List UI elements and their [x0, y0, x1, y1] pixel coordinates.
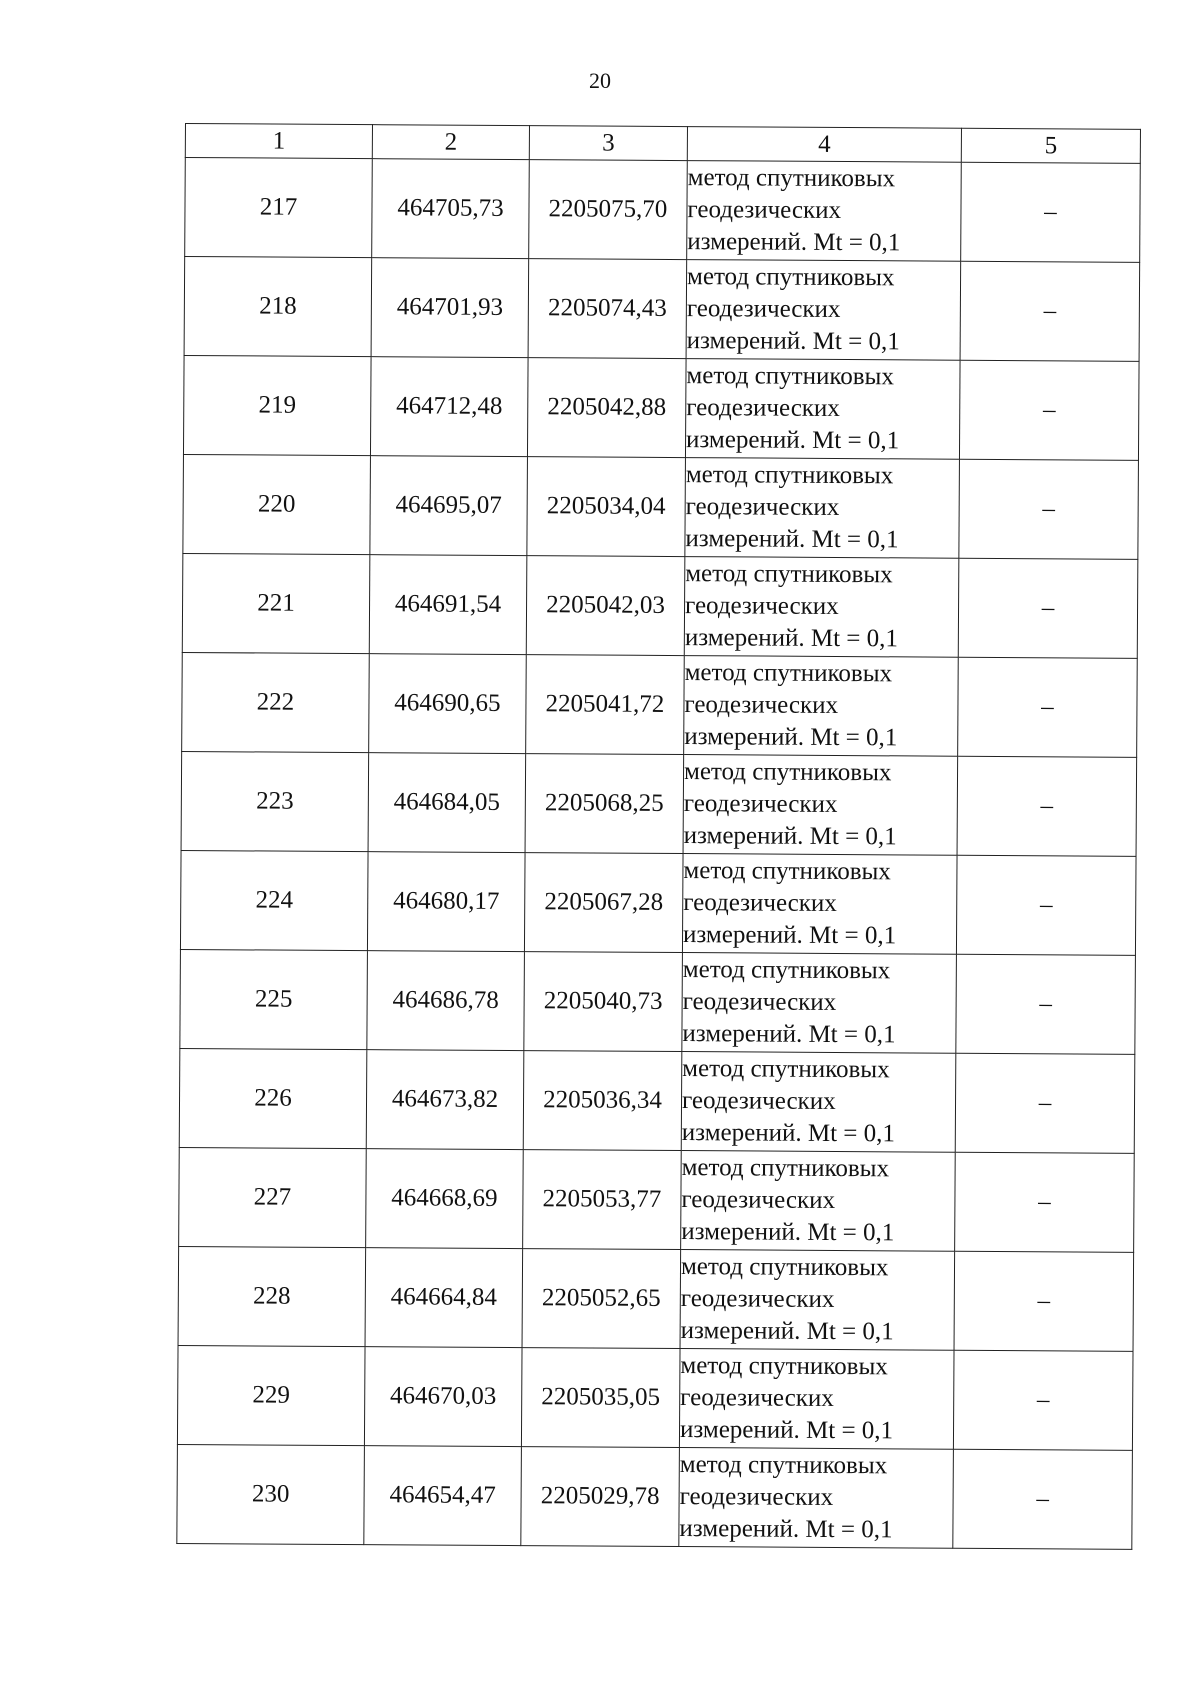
note-cell: – — [958, 558, 1138, 658]
method-cell — [682, 854, 957, 955]
method-line: геодезических — [684, 691, 839, 719]
method-cell — [682, 953, 957, 1054]
method-line: метод спутниковых — [683, 758, 892, 787]
method-cell — [679, 1349, 954, 1450]
point-number-cell: 219 — [183, 355, 371, 455]
y-coordinate-cell: 2205036,34 — [523, 1051, 682, 1151]
method-line: измерений. Mt = 0,1 — [682, 1020, 896, 1049]
column-header-1: 1 — [185, 124, 372, 159]
method-line: геодезических — [683, 790, 838, 818]
note-cell: – — [956, 954, 1136, 1054]
method-line: метод спутниковых — [685, 560, 893, 589]
point-number-cell: 223 — [181, 751, 369, 851]
method-line: измерений. Mt = 0,1 — [680, 1317, 894, 1346]
table-row — [179, 1048, 1135, 1153]
method-line: геодезических — [683, 889, 837, 917]
point-number-cell: 230 — [177, 1444, 365, 1544]
note-cell: – — [958, 657, 1138, 757]
method-line: метод спутниковых — [681, 1154, 890, 1183]
coordinates-table — [176, 123, 1141, 1550]
table-row — [180, 949, 1136, 1054]
point-number-cell: 218 — [184, 257, 372, 357]
method-line: геодезических — [685, 493, 840, 522]
method-line: измерений. Mt = 0,1 — [683, 822, 897, 851]
x-coordinate-cell: 464690,65 — [369, 654, 527, 754]
method-cell — [681, 1151, 956, 1252]
x-coordinate-cell: 464673,82 — [366, 1050, 524, 1150]
point-number-cell: 222 — [182, 652, 370, 752]
method-cell — [681, 1052, 956, 1153]
method-line: геодезических — [686, 394, 840, 423]
y-coordinate-cell: 2205040,73 — [524, 952, 683, 1052]
method-cell — [684, 557, 959, 658]
table-row — [177, 1444, 1133, 1549]
page-number: 20 — [589, 68, 611, 93]
x-coordinate-cell: 464695,07 — [370, 456, 528, 556]
point-number-cell: 229 — [177, 1345, 365, 1445]
x-coordinate-cell: 464686,78 — [367, 951, 525, 1051]
table-row — [183, 355, 1139, 460]
column-header-3: 3 — [529, 126, 687, 161]
table-header-row — [185, 124, 1140, 164]
note-cell: – — [953, 1449, 1133, 1549]
method-line: метод спутниковых — [682, 956, 891, 985]
method-line: метод спутниковых — [686, 362, 894, 391]
x-coordinate-cell: 464680,17 — [367, 852, 525, 952]
method-line: метод спутниковых — [679, 1451, 888, 1480]
point-number-cell: 225 — [180, 949, 368, 1049]
column-header-5: 5 — [961, 128, 1140, 163]
y-coordinate-cell: 2205075,70 — [529, 160, 688, 260]
method-line: геодезических — [686, 295, 841, 324]
y-coordinate-cell: 2205029,78 — [521, 1447, 680, 1547]
x-coordinate-cell: 464691,54 — [369, 555, 527, 655]
method-cell — [685, 359, 960, 460]
method-line: измерений. Mt = 0,1 — [687, 228, 901, 257]
note-cell: – — [956, 855, 1136, 955]
method-line: геодезических — [681, 1087, 836, 1115]
method-cell — [684, 656, 959, 757]
method-line: измерений. Mt = 0,1 — [684, 624, 899, 653]
method-line: геодезических — [687, 196, 842, 225]
method-line: метод спутниковых — [680, 1253, 889, 1282]
method-line: геодезических — [679, 1483, 834, 1511]
x-coordinate-cell: 464701,93 — [371, 258, 529, 358]
note-cell: – — [955, 1053, 1135, 1153]
note-cell: – — [953, 1350, 1133, 1450]
method-cell — [683, 755, 958, 856]
method-line: измерений. Mt = 0,1 — [685, 426, 900, 455]
table-row — [180, 850, 1136, 955]
table-body — [177, 158, 1140, 1550]
note-cell: – — [961, 162, 1141, 262]
method-cell — [686, 260, 961, 361]
y-coordinate-cell: 2205067,28 — [524, 853, 683, 953]
y-coordinate-cell: 2205041,72 — [526, 655, 685, 755]
method-line: геодезических — [684, 592, 839, 621]
x-coordinate-cell: 464670,03 — [364, 1347, 522, 1447]
y-coordinate-cell: 2205034,04 — [527, 457, 686, 557]
point-number-cell: 228 — [178, 1246, 366, 1346]
table-row — [184, 257, 1140, 362]
y-coordinate-cell: 2205074,43 — [528, 259, 687, 359]
point-number-cell: 221 — [182, 553, 370, 653]
method-cell — [680, 1250, 955, 1351]
method-line: метод спутниковых — [682, 1055, 890, 1084]
method-line: измерений. Mt = 0,1 — [684, 723, 898, 752]
method-line: метод спутниковых — [680, 1352, 888, 1381]
table-row — [183, 454, 1139, 559]
y-coordinate-cell: 2205052,65 — [522, 1249, 681, 1349]
y-coordinate-cell: 2205042,03 — [526, 556, 685, 656]
table-row — [182, 553, 1138, 658]
note-cell: – — [960, 261, 1140, 361]
method-line: измерений. Mt = 0,1 — [681, 1218, 895, 1247]
table-row — [177, 1345, 1133, 1450]
method-line: метод спутниковых — [684, 659, 893, 688]
point-number-cell: 220 — [183, 454, 371, 554]
method-line: измерений. Mt = 0,1 — [679, 1515, 893, 1544]
method-line: геодезических — [682, 988, 837, 1016]
method-cell — [685, 458, 960, 559]
table-row — [181, 751, 1137, 856]
x-coordinate-cell: 464705,73 — [372, 159, 530, 259]
method-line: измерений. Mt = 0,1 — [682, 921, 897, 950]
method-cell — [679, 1448, 954, 1549]
note-cell: – — [954, 1251, 1134, 1351]
table-row — [185, 158, 1141, 263]
x-coordinate-cell: 464654,47 — [364, 1446, 522, 1546]
method-line: геодезических — [680, 1384, 834, 1412]
method-line: метод спутниковых — [686, 263, 895, 292]
column-header-2: 2 — [372, 125, 529, 160]
method-line: измерений. Mt = 0,1 — [686, 327, 900, 356]
method-line: измерений. Mt = 0,1 — [685, 525, 899, 554]
note-cell: – — [959, 360, 1139, 460]
y-coordinate-cell: 2205053,77 — [523, 1150, 682, 1250]
note-cell: – — [959, 459, 1139, 559]
column-header-4: 4 — [687, 127, 961, 163]
y-coordinate-cell: 2205068,25 — [525, 754, 684, 854]
table-row — [178, 1246, 1134, 1351]
method-line: геодезических — [680, 1285, 835, 1313]
point-number-cell: 224 — [180, 850, 368, 950]
x-coordinate-cell: 464712,48 — [370, 357, 528, 457]
table-row — [182, 652, 1138, 757]
note-cell: – — [955, 1152, 1135, 1252]
point-number-cell: 217 — [185, 158, 373, 258]
point-number-cell: 227 — [179, 1147, 367, 1247]
x-coordinate-cell: 464664,84 — [365, 1248, 523, 1348]
note-cell: – — [957, 756, 1137, 856]
method-line: геодезических — [681, 1186, 836, 1214]
method-line: измерений. Mt = 0,1 — [679, 1416, 894, 1445]
y-coordinate-cell: 2205042,88 — [527, 358, 686, 458]
method-line: метод спутниковых — [683, 857, 891, 886]
x-coordinate-cell: 464668,69 — [366, 1149, 524, 1249]
method-cell — [687, 161, 962, 262]
y-coordinate-cell: 2205035,05 — [521, 1348, 680, 1448]
point-number-cell: 226 — [179, 1048, 367, 1148]
x-coordinate-cell: 464684,05 — [368, 753, 526, 853]
method-line: метод спутниковых — [687, 164, 896, 193]
table-row — [179, 1147, 1135, 1252]
method-line: метод спутниковых — [685, 461, 894, 490]
method-line: измерений. Mt = 0,1 — [681, 1119, 895, 1148]
